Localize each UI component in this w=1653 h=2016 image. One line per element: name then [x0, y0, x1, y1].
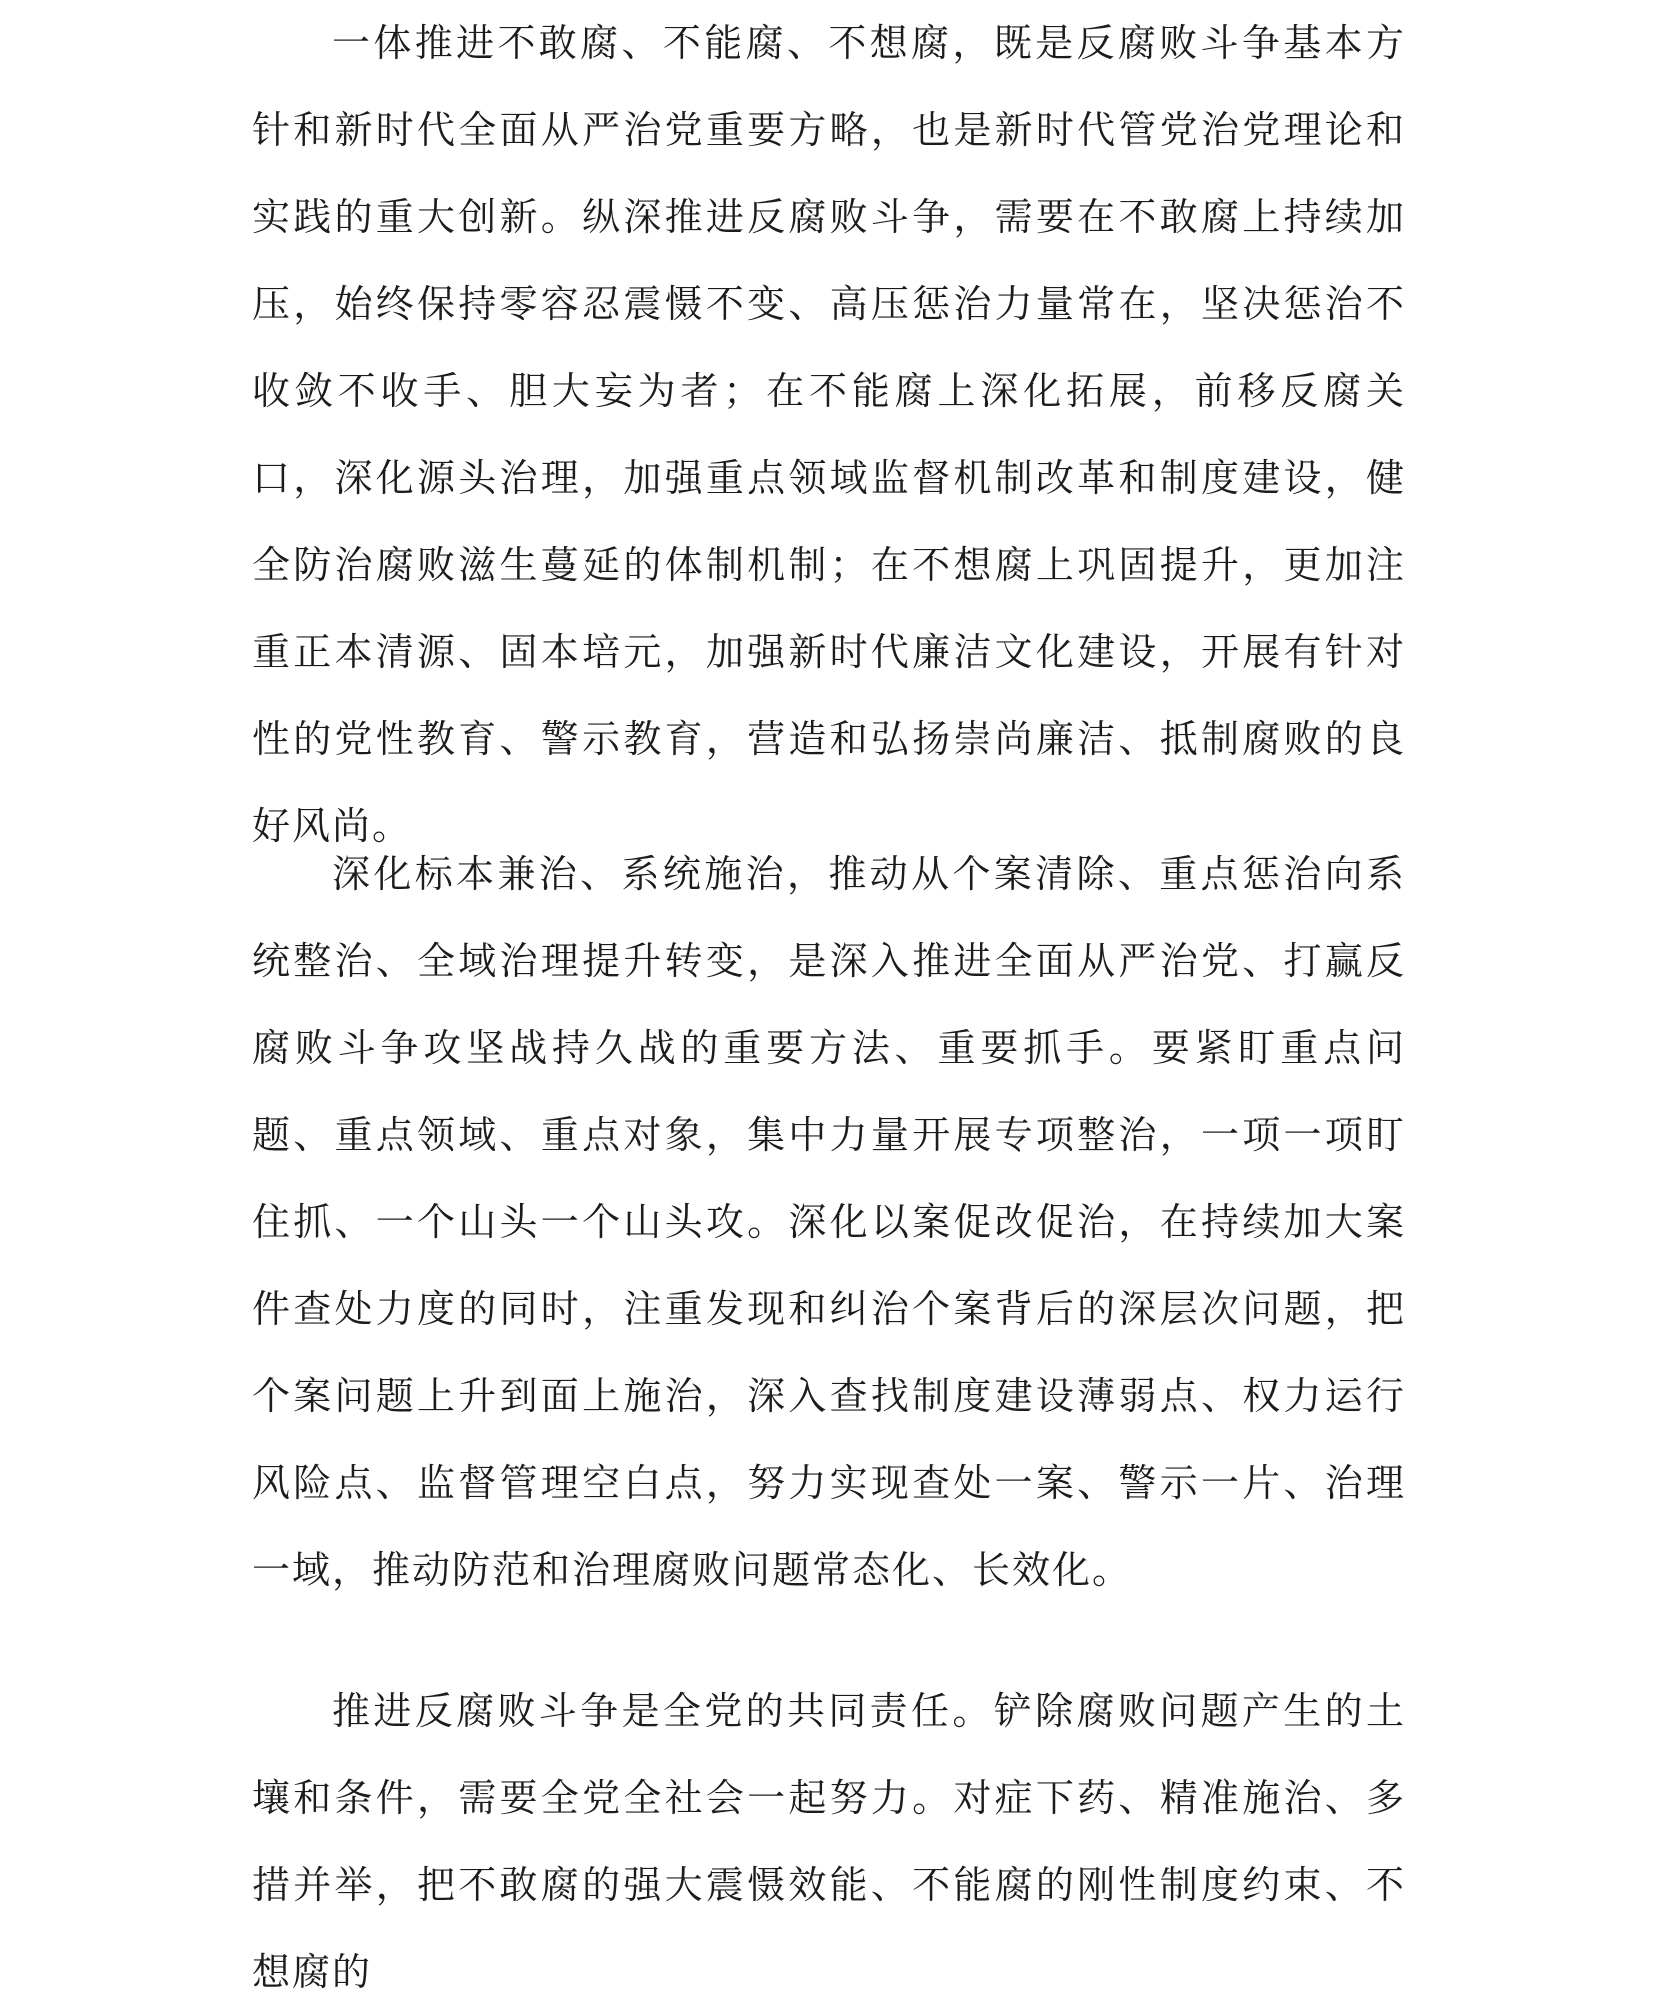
paragraph-3: 推进反腐败斗争是全党的共同责任。铲除腐败问题产生的土壤和条件，需要全党全社会一起努力。对症下药、精准施治、多措并举，把不敢腐的强大震慑效能、不能腐的刚性制度约束、不想腐的	[252, 1689, 1406, 1994]
paragraph-2: 深化标本兼治、系统施治，推动从个案清除、重点惩治向系统整治、全域治理提升转变，是深入推进全面从严治党、打赢反腐败斗争攻坚战持久战的重要方法、重要抓手。要紧盯重点问题、重点领域、重点对象，集中力量开展专项整治，一项一项盯住抓、一个山头一个山头攻。深化以案促改促治，在持续加大案件查处力度的同时，注重发现和纠治个案背后的深层次问题，把个案问题上升到面上施治，深入查找制度建设薄弱点、权力运行风险点、监督管理空白点，努力实现查处一案、警示一片、治理一域，推动防范和治理腐败问题常态化、长效化。	[252, 852, 1406, 1592]
paragraph-1: 一体推进不敢腐、不能腐、不想腐，既是反腐败斗争基本方针和新时代全面从严治党重要方略，也是新时代管党治党理论和实践的重大创新。纵深推进反腐败斗争，需要在不敢腐上持续加压，始终保持零容忍震慑不变、高压惩治力量常在，坚决惩治不收敛不收手、胆大妄为者；在不能腐上深化拓展，前移反腐关口，深化源头治理，加强重点领域监督机制改革和制度建设，健全防治腐败滋生蔓延的体制机制；在不想腐上巩固提升，更加注重正本清源、固本培元，加强新时代廉洁文化建设，开展有针对性的党性教育、警示教育，营造和弘扬崇尚廉洁、抵制腐败的良好风尚。	[252, 21, 1406, 848]
